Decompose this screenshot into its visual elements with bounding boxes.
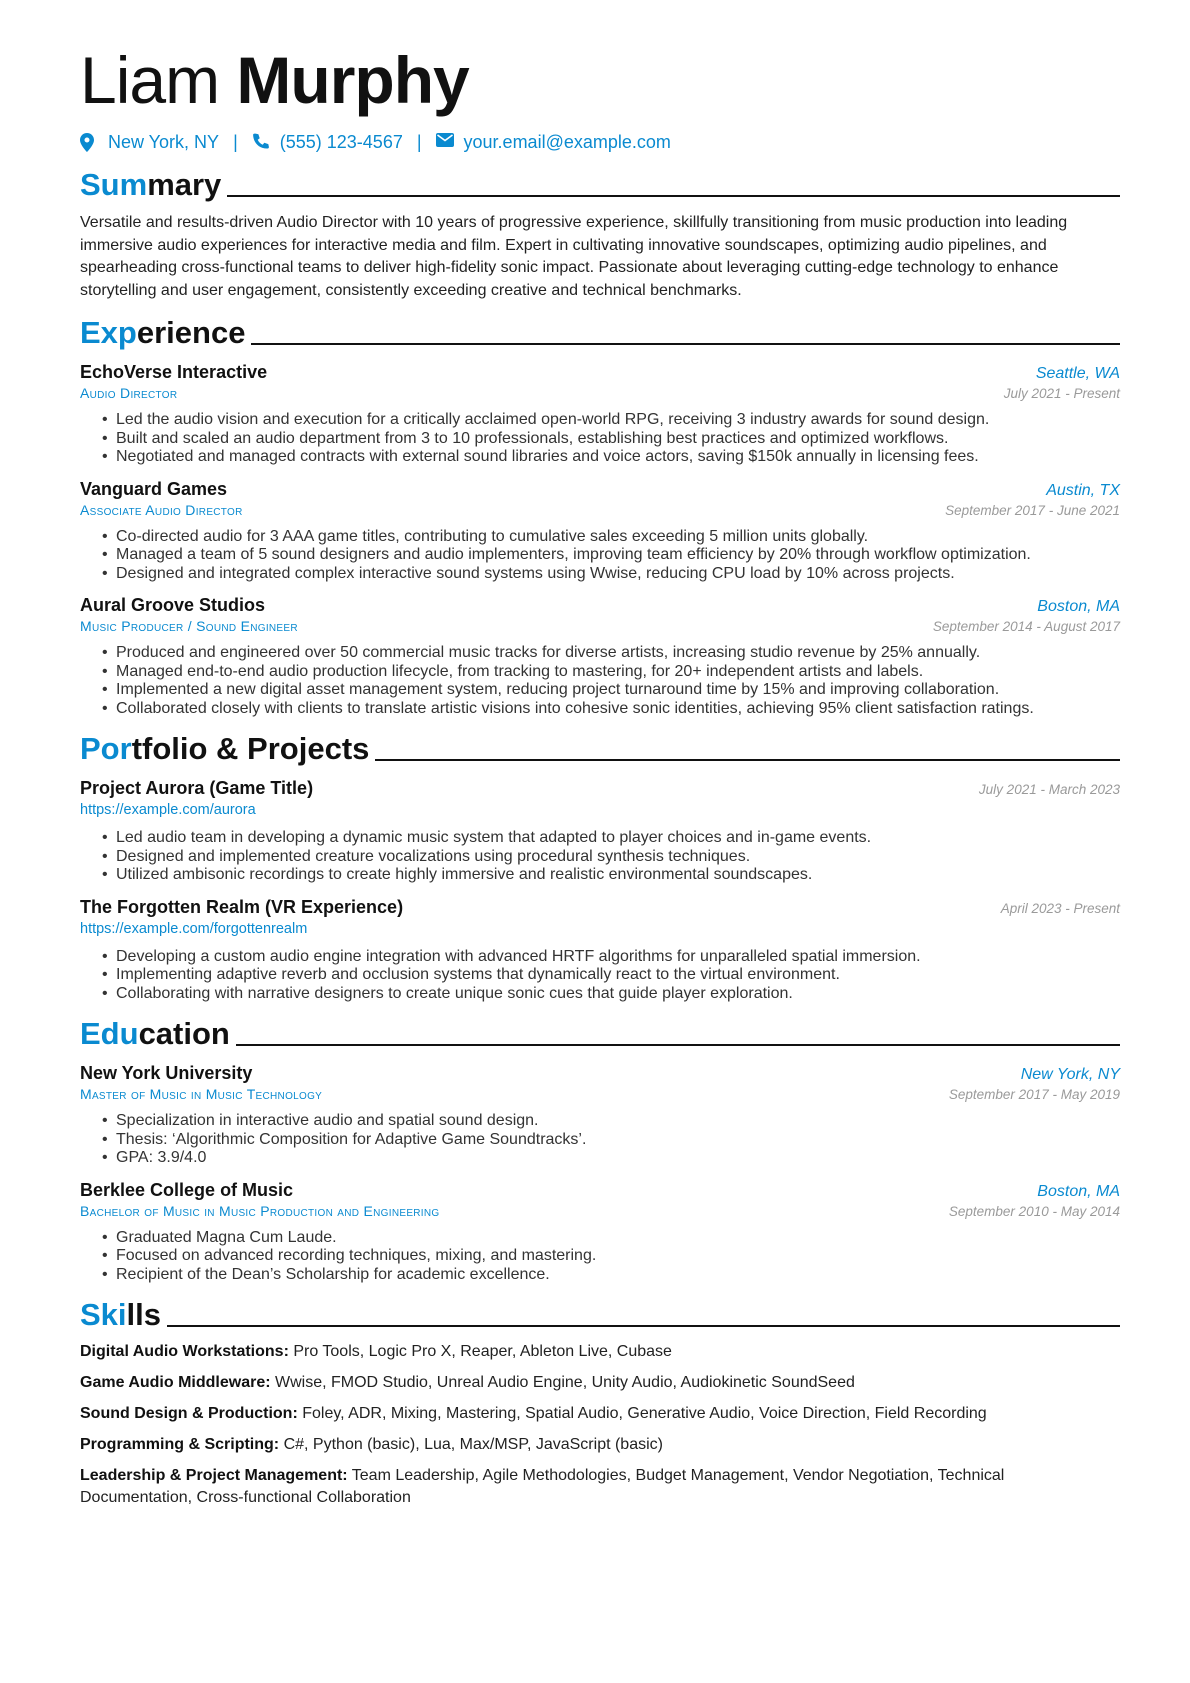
education-title: Education bbox=[80, 1016, 230, 1051]
skill-list: Pro Tools, Logic Pro X, Reaper, Ableton Live, Cubase bbox=[293, 1343, 672, 1360]
company-name: Aural Groove Studios bbox=[80, 595, 266, 615]
experience-entry bbox=[80, 362, 1120, 467]
portfolio-title: Portfolio & Projects bbox=[80, 731, 370, 766]
skill-row bbox=[80, 1403, 1120, 1425]
bullet-item: • GPA: 3.9/4.0 bbox=[80, 1149, 1120, 1168]
education-entry bbox=[80, 1063, 1120, 1168]
school-location: Boston, MA bbox=[1037, 1182, 1120, 1200]
experience-entry bbox=[80, 479, 1120, 584]
skill-row bbox=[80, 1372, 1120, 1394]
contact-location bbox=[80, 132, 219, 153]
contact-phone[interactable] bbox=[252, 132, 403, 153]
skill-list: Wwise, FMOD Studio, Unreal Audio Engine, Unity Audio, Audiokinetic SoundSeed bbox=[275, 1374, 855, 1391]
job-location: Austin, TX bbox=[1046, 481, 1120, 499]
contact-separator: | bbox=[233, 131, 238, 152]
job-role: Associate Audio Director bbox=[80, 501, 243, 518]
skill-category: Digital Audio Workstations: bbox=[80, 1343, 289, 1360]
project-link[interactable]: https://example.com/aurora bbox=[80, 802, 256, 818]
degree: Master of Music in Music Technology bbox=[80, 1086, 323, 1102]
job-dates: September 2014 - August 2017 bbox=[932, 619, 1120, 634]
map-pin-icon bbox=[80, 133, 98, 151]
job-bullets bbox=[80, 644, 1120, 718]
skill-row bbox=[80, 1434, 1120, 1456]
contact-separator: | bbox=[416, 131, 422, 152]
skill-list: Team Leadership, Agile Methodologies, Budget Management, Vendor Negotiation, Technical Documentation, Cross-functional Collaboration bbox=[80, 1467, 1005, 1506]
section-rule bbox=[375, 759, 1120, 761]
section-rule bbox=[227, 195, 1120, 197]
education-bullets bbox=[80, 1229, 1120, 1285]
bullet-item: • Thesis: ‘Algorithmic Composition for Adaptive Game Soundtracks’. bbox=[80, 1131, 1120, 1150]
education-header bbox=[80, 1013, 1120, 1051]
bullet-item: • Produced and engineered over 50 commercial music tracks for diverse artists, increasing studio revenue by 25% annually. bbox=[80, 644, 1120, 663]
experience-header bbox=[80, 312, 1120, 350]
bullet-item: • Utilized ambisonic recordings to create highly immersive and realistic environmental soundscapes. bbox=[80, 866, 1120, 885]
bullet-item: • Focused on advanced recording techniques, mixing, and mastering. bbox=[80, 1247, 1120, 1266]
education-dates: September 2010 - May 2014 bbox=[948, 1203, 1120, 1219]
job-bullets bbox=[80, 528, 1120, 584]
education-dates: September 2017 - May 2019 bbox=[948, 1087, 1120, 1102]
job-location: Seattle, WA bbox=[1035, 365, 1120, 382]
job-dates: July 2021 - Present bbox=[1003, 386, 1120, 401]
bullet-item: • Specialization in interactive audio and spatial sound design. bbox=[80, 1112, 1120, 1131]
bullet-item: • Designed and integrated complex interactive sound systems using Wwise, reducing CPU load by 10% across projects. bbox=[80, 565, 1120, 584]
bullet-item: • Managed a team of 5 sound designers and audio implementers, improving team efficiency by 20% through workflow optimization. bbox=[80, 546, 1120, 565]
project-dates: April 2023 - Present bbox=[1000, 900, 1120, 916]
skill-list: Foley, ADR, Mixing, Mastering, Spatial Audio, Generative Audio, Voice Direction, Field Recording bbox=[302, 1405, 987, 1422]
job-location: Boston, MA bbox=[1037, 598, 1120, 615]
skill-category: Game Audio Middleware: bbox=[80, 1374, 271, 1391]
skill-category: Leadership & Project Management: bbox=[80, 1467, 348, 1484]
phone-text: (555) 123-4567 bbox=[279, 131, 403, 152]
contact-email[interactable] bbox=[436, 132, 671, 153]
education-bullets bbox=[80, 1112, 1120, 1168]
envelope-icon bbox=[436, 133, 454, 151]
project-title: The Forgotten Realm (VR Experience) bbox=[80, 896, 404, 917]
job-role: Audio Director bbox=[80, 385, 178, 401]
project-link[interactable]: https://example.com/forgottenrealm bbox=[80, 920, 308, 937]
summary-title: Summary bbox=[80, 167, 222, 202]
school-name: Berklee College of Music bbox=[80, 1179, 294, 1200]
last-name: Murphy bbox=[236, 43, 469, 117]
project-dates: July 2021 - March 2023 bbox=[978, 782, 1120, 797]
job-bullets bbox=[80, 411, 1120, 467]
phone-icon bbox=[252, 133, 270, 151]
section-rule bbox=[167, 1325, 1120, 1327]
skill-category: Sound Design & Production: bbox=[80, 1405, 298, 1422]
bullet-item: • Implementing adaptive reverb and occlusion systems that dynamically react to the virtual environment. bbox=[80, 966, 1120, 985]
bullet-item: • Led audio team in developing a dynamic music system that adapted to player choices and in-game events. bbox=[80, 829, 1120, 848]
experience-entry bbox=[80, 595, 1120, 718]
portfolio-header bbox=[80, 728, 1120, 766]
degree: Bachelor of Music in Music Production and Engineering bbox=[80, 1202, 440, 1219]
job-dates: September 2017 - June 2021 bbox=[945, 502, 1120, 518]
bullet-item: • Managed end-to-end audio production lifecycle, from tracking to mastering, for 20+ independent artists and labels. bbox=[80, 663, 1120, 682]
project-bullets bbox=[80, 829, 1120, 885]
project-entry bbox=[80, 778, 1120, 885]
bullet-item: • Co-directed audio for 3 AAA game titles, contributing to cumulative sales exceeding 5 million units globally. bbox=[80, 528, 1120, 547]
summary-text: Versatile and results-driven Audio Director with 10 years of progressive experience, skillfully transitioning from music production into leading immersive audio experiences for interactive media and film. Expert in cultivating innovative soundscapes, optimizing audio pipelines, and spearheading cross-functional teams to deliver high-fidelity sonic impact. Passionate about leveraging cutting-edge technology to enhance storytelling and user engagement, consistently exceeding creative and technical benchmarks. bbox=[80, 214, 1068, 299]
bullet-item: • Collaborated closely with clients to translate artistic visions into cohesive sonic identities, achieving 95% client satisfaction ratings. bbox=[80, 700, 1120, 719]
first-name: Liam bbox=[80, 43, 220, 117]
bullet-item: • Collaborating with narrative designers to create unique sonic cues that guide player exploration. bbox=[80, 985, 1120, 1004]
project-entry bbox=[80, 897, 1120, 1004]
bullet-item: • Developing a custom audio engine integration with advanced HRTF algorithms for unparalleled spatial immersion. bbox=[80, 948, 1120, 967]
skill-row bbox=[80, 1341, 1120, 1363]
job-role: Music Producer / Sound Engineer bbox=[80, 618, 298, 634]
bullet-item: • Designed and implemented creature vocalizations using procedural synthesis techniques. bbox=[80, 848, 1120, 867]
bullet-item: • Graduated Magna Cum Laude. bbox=[80, 1229, 1120, 1248]
bullet-item: • Built and scaled an audio department from 3 to 10 professionals, establishing best practices and optimized workflows. bbox=[80, 430, 1120, 449]
section-rule bbox=[251, 343, 1120, 345]
section-rule bbox=[236, 1044, 1120, 1046]
summary-header bbox=[80, 164, 1120, 202]
skill-category: Programming & Scripting: bbox=[80, 1436, 280, 1453]
school-name: New York University bbox=[80, 1063, 253, 1083]
bullet-item: • Negotiated and managed contracts with external sound libraries and voice actors, saving $150k annually in licensing fees. bbox=[80, 448, 1120, 467]
education-entry bbox=[80, 1180, 1120, 1285]
project-title: Project Aurora (Game Title) bbox=[80, 778, 314, 798]
contact-bar bbox=[80, 130, 1120, 154]
candidate-name bbox=[80, 44, 1120, 116]
school-location: New York, NY bbox=[1020, 1066, 1120, 1083]
skills-title: Skills bbox=[80, 1297, 161, 1332]
company-name: Vanguard Games bbox=[80, 478, 228, 499]
bullet-item: • Implemented a new digital asset management system, reducing project turnaround time by 15% and improving collaboration. bbox=[80, 681, 1120, 700]
skills-header bbox=[80, 1294, 1120, 1332]
skill-list: C#, Python (basic), Lua, Max/MSP, JavaScript (basic) bbox=[283, 1436, 663, 1453]
skill-row bbox=[80, 1465, 1120, 1509]
bullet-item: • Led the audio vision and execution for a critically acclaimed open-world RPG, receiving 3 industry awards for sound design. bbox=[80, 411, 1120, 430]
experience-title: Experience bbox=[80, 315, 246, 350]
company-name: EchoVerse Interactive bbox=[80, 362, 268, 382]
location-text: New York, NY bbox=[108, 131, 220, 152]
bullet-item: • Recipient of the Dean’s Scholarship for academic excellence. bbox=[80, 1266, 1120, 1285]
email-text: your.email@example.com bbox=[463, 131, 671, 152]
project-bullets bbox=[80, 948, 1120, 1004]
